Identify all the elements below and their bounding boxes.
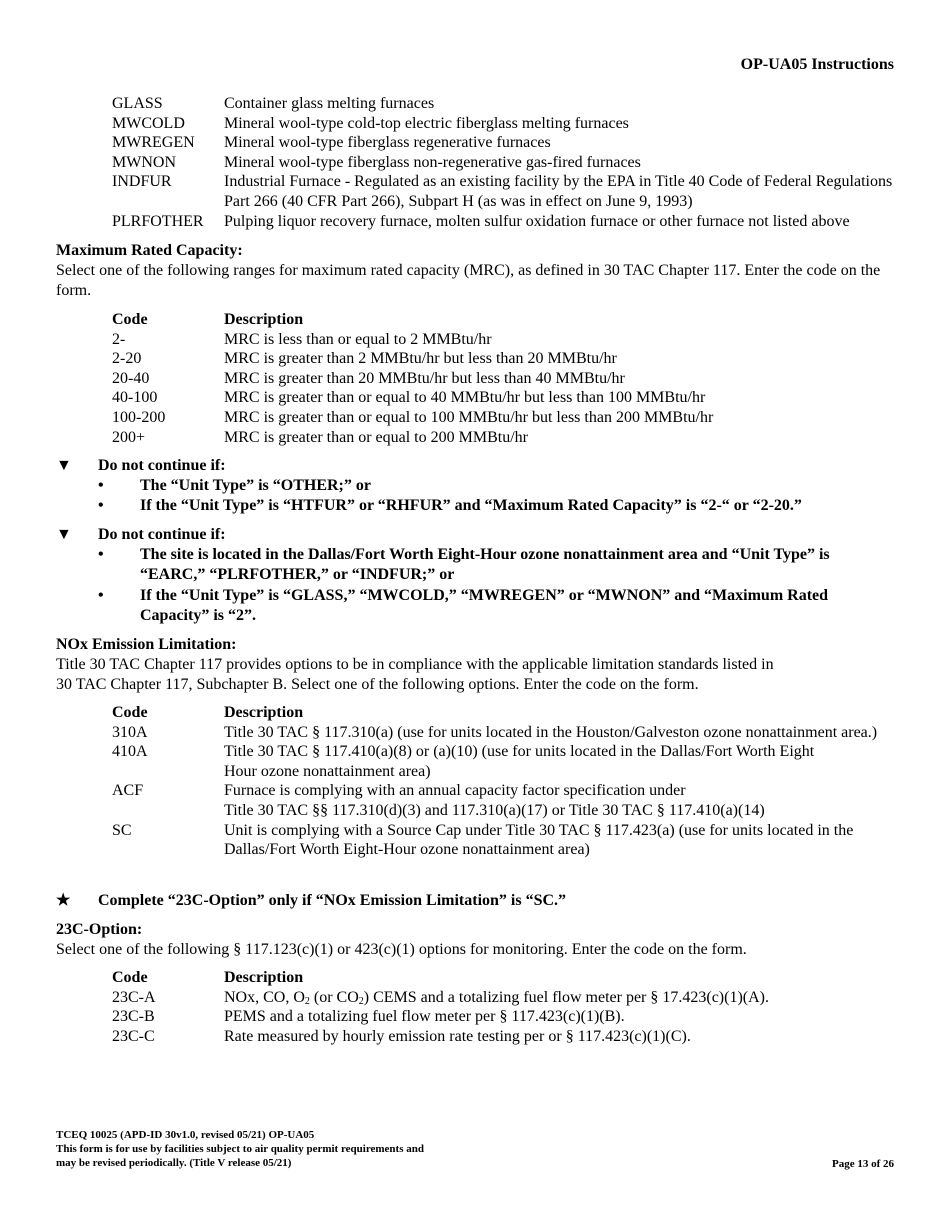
- opt23c-table: [112, 968, 902, 1046]
- desc-cell: [224, 988, 902, 1008]
- desc-cell: Title 30 TAC § 117.310(a) (use for units located in the Houston/Galveston ozone nonattainment area.): [224, 723, 878, 741]
- table-row: [112, 153, 902, 173]
- list-item: [98, 496, 896, 516]
- table-row: [112, 388, 902, 408]
- col-code-header: Code: [112, 704, 148, 721]
- desc-cell: Unit is complying with a Source Cap under Title 30 TAC § 117.423(a) (use for units located in the Dallas/Fort Worth Eight-Hour ozone nonattainment area): [224, 821, 854, 859]
- table-row: [112, 114, 902, 134]
- triangle-down-icon: ▼: [56, 526, 72, 543]
- desc-cell: MRC is greater than or equal to 40 MMBtu/hr but less than 100 MMBtu/hr: [224, 389, 706, 407]
- table-row: [112, 369, 902, 389]
- triangle-down-icon: ▼: [56, 457, 72, 474]
- note-text: Complete “23C-Option” only if “NOx Emission Limitation” is “SC.”: [98, 892, 567, 909]
- table-row: [112, 330, 902, 350]
- desc-cell: Mineral wool-type cold-top electric fiberglass melting furnaces: [224, 114, 629, 132]
- bullet-text: If the “Unit Type” is “HTFUR” or “RHFUR” and “Maximum Rated Capacity” is “2-“ or “2-20.”: [140, 497, 802, 514]
- bullet-text: The site is located in the Dallas/Fort Worth Eight-Hour ozone nonattainment area and “Unit Type” is “EARC,” “PLRFOTHER,” or “INDFUR;” or: [140, 546, 830, 583]
- table-row: [112, 723, 902, 743]
- desc-part: ) CEMS and a totalizing fuel flow meter per § 17.423(c)(1)(A).: [363, 988, 769, 1006]
- bullet-icon: •: [98, 477, 104, 494]
- table-row: [112, 408, 902, 428]
- table-header: [112, 310, 902, 330]
- desc-cell: Industrial Furnace - Regulated as an existing facility by the EPA in Title 40 Code of Federal Regulations Part 266 (40 CFR Part 266), Subpart H (as was in effect on June 9, 1993): [224, 173, 893, 210]
- section-intro-line: Title 30 TAC Chapter 117 provides options to be in compliance with the applicable limitation standards listed in: [56, 656, 774, 673]
- desc-cell: MRC is greater than or equal to 200 MMBtu/hr: [224, 428, 528, 446]
- subscript: 2: [304, 995, 310, 1007]
- section-intro-line: 30 TAC Chapter 117, Subchapter B. Select one of the following options. Enter the code on the form.: [56, 676, 699, 693]
- table-row: [112, 821, 902, 860]
- bullet-icon: •: [98, 546, 104, 563]
- code-cell: 200+: [112, 428, 146, 446]
- nox-section: [56, 635, 896, 695]
- code-cell: INDFUR: [112, 173, 172, 191]
- desc-part: (or CO: [309, 988, 359, 1006]
- subscript: 2: [358, 995, 364, 1007]
- code-cell: MWNON: [112, 153, 176, 171]
- do-not-continue-note-1: [56, 456, 896, 516]
- note-text: Do not continue if:: [98, 526, 226, 543]
- table-header: [112, 703, 902, 723]
- desc-cell: [224, 781, 902, 820]
- code-cell: MWCOLD: [112, 114, 185, 132]
- desc-cell: MRC is less than or equal to 2 MMBtu/hr: [224, 330, 492, 348]
- desc-cell: Pulping liquor recovery furnace, molten sulfur oxidation furnace or other furnace not listed above: [224, 212, 850, 230]
- desc-line: Title 30 TAC §§ 117.310(d)(3) and 117.310(a)(17) or Title 30 TAC § 117.410(a)(14): [224, 801, 765, 819]
- table-header: [112, 968, 902, 988]
- section-title: 23C-Option:: [56, 921, 143, 938]
- table-row: [112, 428, 902, 448]
- desc-cell: Title 30 TAC § 117.410(a)(8) or (a)(10) (use for units located in the Dallas/Fort Worth Eight Hour ozone nonattainment area): [224, 743, 815, 780]
- mrc-table: [112, 310, 902, 447]
- bullet-icon: •: [98, 497, 104, 514]
- table-row: [112, 781, 902, 820]
- code-cell: 40-100: [112, 389, 158, 407]
- code-cell: 23C-B: [112, 1008, 155, 1026]
- code-cell: 2-20: [112, 350, 142, 368]
- opt23c-section: [56, 920, 896, 960]
- code-cell: GLASS: [112, 95, 163, 112]
- section-title: NOx Emission Limitation:: [56, 636, 237, 653]
- table-row: [112, 1007, 902, 1027]
- col-desc-header: Description: [224, 969, 304, 986]
- code-cell: 23C-C: [112, 1027, 155, 1045]
- col-desc-header: Description: [224, 311, 304, 328]
- complete-23c-note: [56, 891, 896, 911]
- unit-type-table: [112, 94, 902, 231]
- col-code-header: Code: [112, 969, 148, 986]
- desc-part: NOx, CO, O: [224, 988, 305, 1006]
- col-code-header: Code: [112, 311, 148, 328]
- table-row: [112, 1027, 902, 1047]
- star-icon: ★: [56, 892, 71, 909]
- desc-cell: Mineral wool-type fiberglass regenerative furnaces: [224, 134, 551, 152]
- table-row: [112, 133, 902, 153]
- section-title: Maximum Rated Capacity:: [56, 242, 243, 259]
- desc-cell: Rate measured by hourly emission rate testing per or § 117.423(c)(1)(C).: [224, 1027, 691, 1045]
- table-row: [112, 988, 902, 1008]
- list-item: [98, 586, 896, 626]
- code-cell: 20-40: [112, 369, 150, 387]
- desc-line: Furnace is complying with an annual capacity factor specification under: [224, 782, 686, 800]
- note-text: Do not continue if:: [98, 457, 226, 474]
- code-cell: SC: [112, 821, 132, 839]
- desc-cell: PEMS and a totalizing fuel flow meter per § 117.423(c)(1)(B).: [224, 1008, 625, 1026]
- page-header-title: OP-UA05 Instructions: [740, 56, 894, 73]
- list-item: [98, 545, 896, 585]
- bullet-text: If the “Unit Type” is “GLASS,” “MWCOLD,” “MWREGEN” or “MWNON” and “Maximum Rated Capacity” is “2”.: [140, 587, 829, 624]
- desc-cell: MRC is greater than or equal to 100 MMBtu/hr but less than 200 MMBtu/hr: [224, 408, 714, 426]
- code-cell: 100-200: [112, 408, 166, 426]
- desc-cell: Container glass melting furnaces: [224, 95, 435, 112]
- table-row: [112, 212, 902, 232]
- page-footer: [56, 1128, 424, 1170]
- section-intro: Select one of the following ranges for maximum rated capacity (MRC), as defined in 30 TAC Chapter 117. Enter the code on the form.: [56, 262, 881, 299]
- code-cell: ACF: [112, 782, 144, 800]
- footer-line: TCEQ 10025 (APD-ID 30v1.0, revised 05/21) OP-UA05: [56, 1129, 315, 1141]
- bullet-text: The “Unit Type” is “OTHER;” or: [140, 477, 371, 494]
- table-row: [112, 349, 902, 369]
- code-cell: 2-: [112, 330, 126, 348]
- footer-line: This form is for use by facilities subject to air quality permit requirements and: [56, 1143, 424, 1155]
- code-cell: 23C-A: [112, 988, 156, 1006]
- table-row: [112, 94, 902, 114]
- desc-cell: MRC is greater than 2 MMBtu/hr but less than 20 MMBtu/hr: [224, 350, 617, 368]
- footer-line: may be revised periodically. (Title V release 05/21): [56, 1157, 292, 1169]
- section-intro: Select one of the following § 117.123(c)(1) or 423(c)(1) options for monitoring. Enter the code on the form.: [56, 941, 747, 958]
- desc-cell: MRC is greater than 20 MMBtu/hr but less than 40 MMBtu/hr: [224, 369, 625, 387]
- table-row: [112, 742, 902, 781]
- code-cell: MWREGEN: [112, 134, 195, 152]
- list-item: [98, 476, 896, 496]
- do-not-continue-note-2: [56, 525, 896, 626]
- code-cell: 310A: [112, 723, 148, 741]
- desc-cell: Mineral wool-type fiberglass non-regenerative gas-fired furnaces: [224, 153, 641, 171]
- col-desc-header: Description: [224, 704, 304, 721]
- bullet-icon: •: [98, 587, 104, 604]
- code-cell: PLRFOTHER: [112, 212, 204, 230]
- page-number: Page 13 of 26: [831, 1158, 894, 1170]
- table-row: [112, 172, 902, 211]
- mrc-section: [56, 241, 896, 301]
- code-cell: 410A: [112, 743, 148, 761]
- nox-table: [112, 703, 902, 860]
